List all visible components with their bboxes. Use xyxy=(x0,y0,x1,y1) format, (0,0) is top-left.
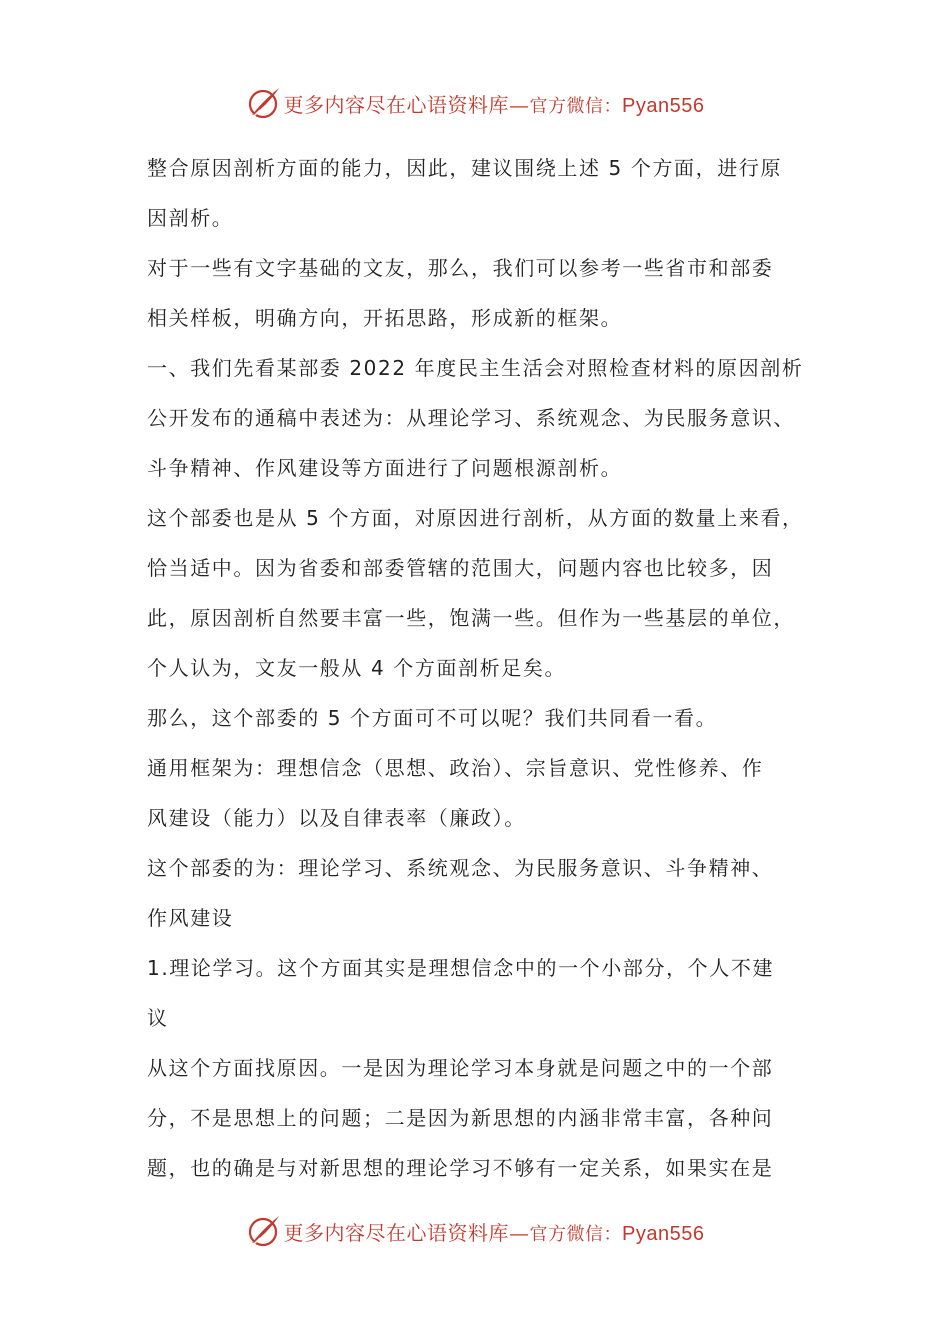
banner-separator: — xyxy=(509,92,530,117)
banner-text xyxy=(284,1217,705,1246)
body-line: 题，也的确是与对新思想的理论学习不够有一定关系，如果实在是 xyxy=(147,1156,774,1180)
body-line: 作风建设 xyxy=(147,906,234,930)
banner-wechat-label: 官方微信： xyxy=(529,1223,623,1245)
body-line: 此，原因剖析自然要丰富一些，饱满一些。但作为一些基层的单位， xyxy=(147,606,795,630)
body-line: 斗争精神、作风建设等方面进行了问题根源剖析。 xyxy=(147,456,623,480)
banner-separator: — xyxy=(509,1220,530,1245)
body-line: 这个部委也是从 5 个方面，对原因进行剖析，从方面的数量上来看， xyxy=(147,506,804,530)
body-line: 一、我们先看某部委 2022 年度民主生活会对照检查材料的原因剖析 xyxy=(147,356,804,380)
body-line: 恰当适中。因为省委和部委管辖的范围大，问题内容也比较多，因 xyxy=(147,556,774,580)
quill-logo-icon xyxy=(246,85,282,121)
banner-prefix: 更多内容尽在心语资料库 xyxy=(283,1220,510,1245)
body-line: 公开发布的通稿中表述为：从理论学习、系统观念、为民服务意识、 xyxy=(147,406,795,430)
body-line: 通用框架为：理想信念（思想、政治）、宗旨意识、党性修养、作 xyxy=(147,756,764,780)
body-line: 个人认为，文友一般从 4 个方面剖析足矣。 xyxy=(147,656,567,680)
body-line: 分，不是思想上的问题；二是因为新思想的内涵非常丰富，各种问 xyxy=(147,1106,774,1130)
body-line: 因剖析。 xyxy=(147,206,234,230)
body-line: 风建设（能力）以及自律表率（廉政）。 xyxy=(147,806,526,830)
body-line: 1.理论学习。这个方面其实是理想信念中的一个小部分，个人不建 xyxy=(147,956,775,980)
body-line: 从这个方面找原因。一是因为理论学习本身就是问题之中的一个部 xyxy=(147,1056,774,1080)
header-banner xyxy=(0,83,950,123)
body-line: 这个部委的为：理论学习、系统观念、为民服务意识、斗争精神、 xyxy=(147,856,774,880)
body-line: 那么，这个部委的 5 个方面可不可以呢？我们共同看一看。 xyxy=(147,706,718,730)
document-body xyxy=(147,143,837,1193)
body-line: 议 xyxy=(147,1006,169,1030)
quill-logo-icon xyxy=(246,1213,282,1249)
banner-wechat-id: Pyan556 xyxy=(622,94,705,117)
body-line: 相关样板，明确方向，开拓思路，形成新的框架。 xyxy=(147,306,623,330)
banner-wechat-id: Pyan556 xyxy=(622,1222,705,1245)
banner-text xyxy=(284,89,705,118)
banner-wechat-label: 官方微信： xyxy=(529,95,623,117)
body-line: 对于一些有文字基础的文友，那么，我们可以参考一些省市和部委 xyxy=(147,256,774,280)
footer-banner xyxy=(0,1211,950,1251)
body-line: 整合原因剖析方面的能力，因此，建议围绕上述 5 个方面，进行原 xyxy=(147,156,783,180)
banner-prefix: 更多内容尽在心语资料库 xyxy=(283,92,510,117)
